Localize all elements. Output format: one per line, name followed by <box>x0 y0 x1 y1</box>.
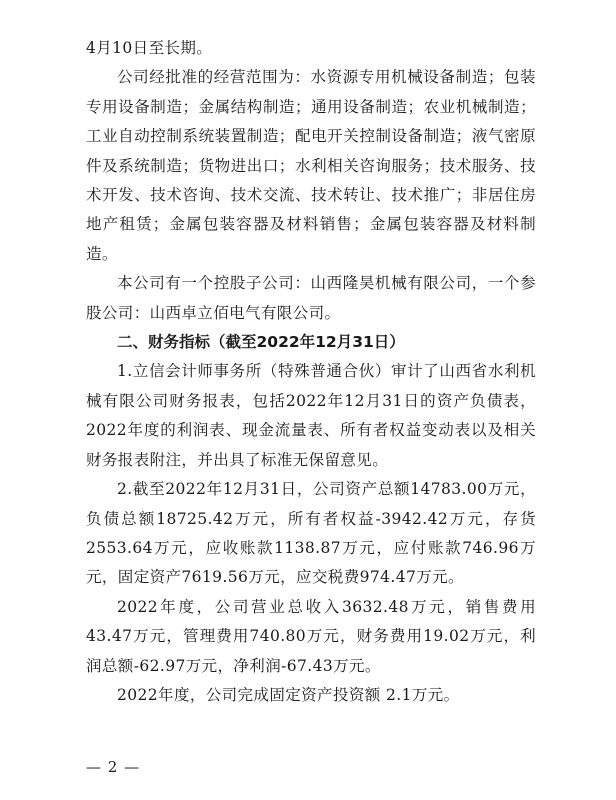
paragraph-balance-sheet: 2.截至2022年12月31日，公司资产总额14783.00万元，负债总额18725.42万元，所有者权益-3942.42万元，存货2553.64万元，应收账款1138.87万元，应付账款746.96万元，固定资产7619.56万元，应交税费974.47万元。 <box>86 480 536 587</box>
paragraph-audit-opinion: 1.立信会计师事务所（特殊普通合伙）审计了山西省水利机械有限公司财务报表，包括2022年12月31日的资产负债表，2022年度的利润表、现金流量表、所有者权益变动表以及相关财务报表附注，并出具了标准无保留意见。 <box>86 362 536 469</box>
paragraph-business-scope: 公司经批准的经营范围为：水资源专用机械设备制造；包装专用设备制造；金属结构制造；通用设备制造；农业机械制造；工业自动控制系统装置制造；配电开关控制设备制造；液气密原件及系统制造；货物进出口；水利相关咨询服务；技术服务、技术开发、技术咨询、技术交流、技术转让、技术推广；非居住房地产租赁；金属包装容器及材料销售；金属包装容器及材料制造。 <box>86 68 536 263</box>
paragraph-income-statement: 2022年度，公司营业总收入3632.48万元，销售费用43.47万元，管理费用740.80万元，财务费用19.02万元，利润总额-62.97万元，净利润-67.43万元。 <box>86 597 536 675</box>
document-body <box>86 34 536 710</box>
paragraph-fixed-asset-investment: 2022年度，公司完成固定资产投资额 2.1万元。 <box>117 685 460 704</box>
paragraph-subsidiaries: 本公司有一个控股子公司：山西隆昊机械有限公司，一个参股公司：山西卓立佰电气有限公司。 <box>86 274 536 322</box>
paragraph-term-end: 4月10日至长期。 <box>86 39 213 57</box>
page-number: — 2 — <box>86 758 141 776</box>
section-heading-financial-indicators: 二、财务指标（截至2022年12月31日） <box>117 333 405 352</box>
